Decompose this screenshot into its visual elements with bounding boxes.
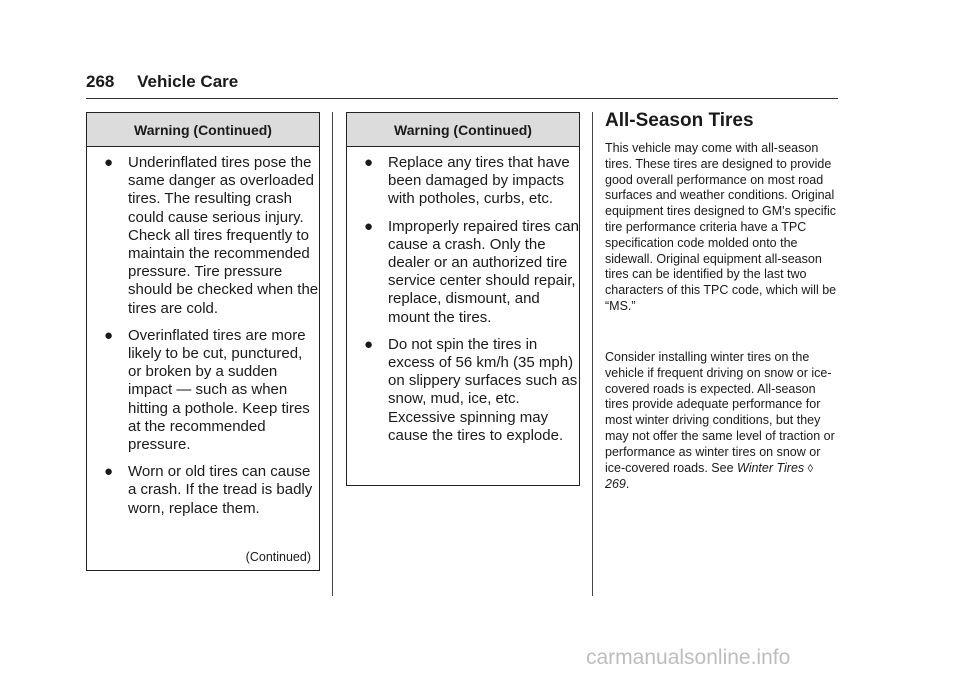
paragraph-2-end: . [625,477,630,492]
all-season-paragraph-1: This vehicle may come with all-season tires. These tires are designed to provide good overall performance on most road surfaces and weather conditions. Original equipment tires designed to GM's specific tire performance criteria have a TPC specification code molded onto the sidewall. Original equipment all-season tires can be identified by the last two characters of this TPC code, which will be “MS.” [605,141,837,313]
warning-box-left-title: Warning (Continued) [87,113,319,147]
warning-item-text: Replace any tires that have been damaged by impacts with potholes, curbs, etc. [388,154,570,208]
warning-item [87,154,319,318]
column-divider-2 [592,112,593,596]
header-rule [86,98,838,99]
watermark: carmanualsonline.info [586,646,791,669]
warning-item [87,463,319,518]
page-reference-icon: ◊ [807,462,814,475]
all-season-paragraph-2 [605,350,840,493]
warning-item [347,154,579,209]
column-divider-1 [332,112,333,596]
page-number: 268 [86,72,115,91]
continued-label: (Continued) [245,550,311,564]
warning-box-left [86,112,320,571]
section-title: Vehicle Care [137,72,239,91]
bullet-icon: ● [364,335,374,353]
warning-list-middle [347,147,579,445]
bullet-icon: ● [104,154,114,171]
paragraph-2-text: Consider installing winter tires on the vehicle if frequent driving on snow or ice-covered roads is expected. All-season tires provide adequate performance for most winter driving conditions, but they may not offer the same level of traction or performance as winter tires on snow or ice-covered roads. See [605,350,835,475]
bullet-icon: ● [364,154,374,171]
bullet-icon: ● [104,326,114,344]
bullet-icon: ● [104,463,114,481]
warning-item [87,327,319,454]
warning-box-middle-title: Warning (Continued) [347,113,579,147]
warning-box-middle [346,112,580,486]
warning-list-left [87,147,319,518]
winter-tires-page-ref[interactable]: 269 [605,477,626,492]
warning-item-text: Worn or old tires can cause a crash. If the tread is badly worn, replace them. [128,463,313,517]
page-header [86,72,238,92]
winter-tires-link[interactable]: Winter Tires [737,460,805,475]
warning-item-text: Overinflated tires are more likely to be cut, punctured, or broken by a sudden impact — such as when hitting a pothole. Keep tires at the recommended pressure. [128,326,310,454]
warning-item-text: Improperly repaired tires can cause a crash. Only the dealer or an authorized tire service center should repair, replace, dismount, and mount the tires. [388,217,579,326]
bullet-icon: ● [364,217,374,235]
warning-item [347,218,579,327]
warning-item-text: Underinflated tires pose the same danger as overloaded tires. The resulting crash could cause serious injury. Check all tires frequently to maintain the recommended pressure. Tire pressure should be checked when the tires are cold. [128,154,319,317]
all-season-tires-heading: All-Season Tires [605,110,754,131]
warning-item [347,336,579,445]
warning-item-text: Do not spin the tires in excess of 56 km/h (35 mph) on slippery surfaces such as snow, mud, ice, etc. Excessive spinning may cause the tires to explode. [388,335,578,444]
